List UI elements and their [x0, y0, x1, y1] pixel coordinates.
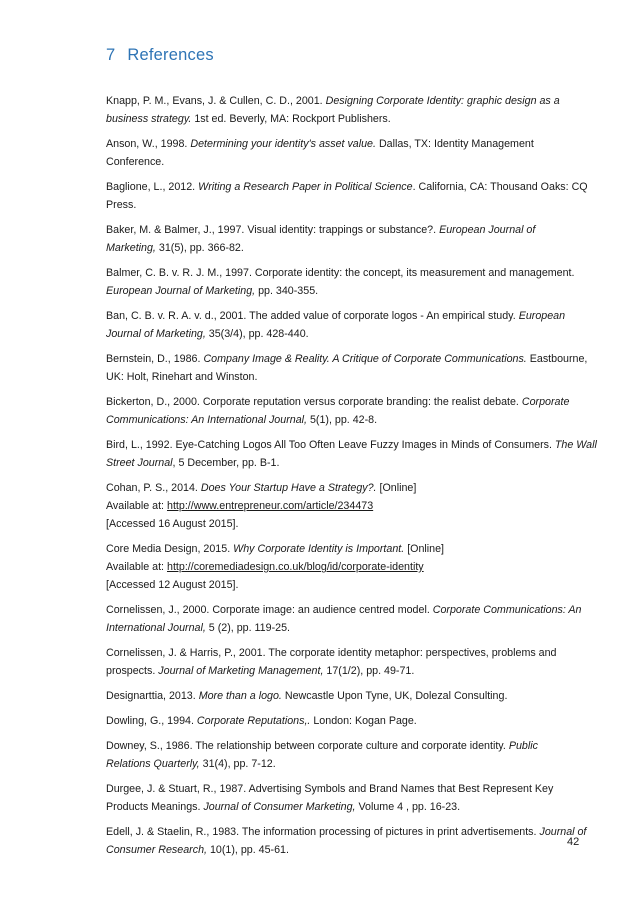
reference-italic-text: business strategy. — [106, 113, 192, 125]
reference-italic-text: Company Image & Reality. A Critique of Corporate Communications. — [203, 353, 527, 365]
reference-text: 5(1), pp. 42-8. — [307, 414, 378, 426]
reference-italic-text: Journal of Consumer Marketing, — [203, 801, 356, 813]
reference-line — [106, 780, 568, 798]
reference-text: Volume 4 , pp. 16-23. — [355, 801, 461, 813]
reference-italic-text: Consumer Research, — [106, 844, 207, 856]
reference-italic-text: Does Your Startup Have a Strategy?. — [200, 482, 377, 494]
reference-line — [106, 479, 568, 497]
reference-text: Dowling, G., 1994. — [106, 715, 197, 727]
references-list — [106, 92, 597, 866]
reference-entry — [106, 221, 568, 257]
reference-text: [Accessed 12 August 2015]. — [106, 579, 239, 591]
reference-italic-text: Communications: An International Journal, — [106, 414, 307, 426]
reference-line — [106, 307, 568, 325]
reference-text: [Online] — [376, 482, 417, 494]
section-title: References — [127, 46, 214, 64]
reference-line — [106, 755, 568, 773]
reference-entry — [106, 307, 568, 343]
reference-line — [106, 454, 568, 472]
reference-entry — [106, 712, 568, 730]
reference-italic-text: Street Journal — [106, 457, 173, 469]
reference-line — [106, 601, 582, 619]
reference-line — [106, 221, 568, 239]
reference-italic-text: Corporate — [521, 396, 570, 408]
reference-entry — [106, 264, 575, 300]
reference-url-link[interactable]: http://coremediadesign.co.uk/blog/id/corporate-identity — [167, 561, 424, 573]
reference-text: Bird, L., 1992. Eye-Catching Logos All Too Often Leave Fuzzy Images in Minds of Consumers. — [106, 439, 555, 451]
reference-entry — [106, 687, 568, 705]
reference-entry — [106, 644, 568, 680]
reference-entry — [106, 393, 568, 429]
reference-line — [106, 687, 568, 705]
reference-entry — [106, 737, 568, 773]
reference-italic-text: Journal of — [539, 826, 587, 838]
reference-text: Edell, J. & Staelin, R., 1983. The information processing of pictures in print advertisements. — [106, 826, 540, 838]
reference-text: Designarttia, 2013. — [106, 690, 199, 702]
reference-text: , 5 December, pp. B-1. — [172, 457, 280, 469]
reference-italic-text: European Journal of — [439, 224, 536, 236]
reference-line — [106, 823, 587, 841]
reference-line — [106, 576, 568, 594]
section-heading — [106, 46, 214, 65]
reference-line — [106, 558, 568, 576]
reference-entry — [106, 540, 568, 594]
reference-text: London: Kogan Page. — [310, 715, 417, 727]
reference-entry — [106, 780, 568, 816]
reference-text: Anson, W., 1998. — [106, 138, 191, 150]
reference-text: Ban, C. B. v. R. A. v. d., 2001. The added value of corporate logos - An empirical study. — [106, 310, 519, 322]
page-number: 42 — [567, 836, 580, 848]
reference-entry — [106, 436, 597, 472]
reference-line — [106, 841, 568, 859]
reference-line — [106, 515, 568, 533]
reference-text: Dallas, TX: Identity Management — [375, 138, 534, 150]
reference-line — [106, 153, 568, 171]
reference-line — [106, 662, 568, 680]
reference-text: Available at: — [106, 500, 167, 512]
reference-italic-text: International Journal, — [106, 622, 206, 634]
reference-line — [106, 110, 568, 128]
reference-italic-text: Writing a Research Paper in Political Science — [198, 181, 413, 193]
reference-entry — [106, 601, 582, 637]
reference-text: 31(5), pp. 366-82. — [155, 242, 244, 254]
reference-line — [106, 196, 568, 214]
reference-line — [106, 712, 568, 730]
reference-italic-text: European — [518, 310, 566, 322]
reference-line — [106, 393, 568, 411]
reference-url-link[interactable]: http://www.entrepreneur.com/article/234473 — [167, 500, 374, 512]
reference-text: Downey, S., 1986. The relationship between corporate culture and corporate identity. — [106, 740, 509, 752]
reference-italic-text: Journal of Marketing, — [106, 328, 206, 340]
reference-text: prospects. — [106, 665, 159, 677]
reference-italic-text: Why Corporate Identity is Important. — [233, 543, 405, 555]
reference-text: 31(4), pp. 7-12. — [199, 758, 276, 770]
reference-text: Balmer, C. B. v. R. J. M., 1997. Corporate identity: the concept, its measurement and management. — [106, 267, 575, 279]
reference-text: 5 (2), pp. 119-25. — [205, 622, 290, 634]
reference-italic-text: The Wall — [554, 439, 597, 451]
reference-line — [106, 350, 588, 368]
reference-text: Newcastle Upon Tyne, UK, Dolezal Consulting. — [281, 690, 508, 702]
reference-text: Knapp, P. M., Evans, J. & Cullen, C. D., 2001. — [106, 95, 326, 107]
reference-italic-text: Corporate Reputations,. — [196, 715, 311, 727]
reference-text: Available at: — [106, 561, 167, 573]
reference-text: 17(1/2), pp. 49-71. — [323, 665, 415, 677]
reference-italic-text: Determining your identity's asset value. — [190, 138, 376, 150]
reference-text: Durgee, J. & Stuart, R., 1987. Advertising Symbols and Brand Names that Best Represent Key — [106, 783, 554, 795]
reference-entry — [106, 92, 568, 128]
reference-italic-text: Journal of Marketing Management, — [158, 665, 324, 677]
reference-line — [106, 644, 568, 662]
reference-text: 1st ed. Beverly, MA: Rockport Publishers. — [191, 113, 391, 125]
reference-line — [106, 282, 568, 300]
reference-text: [Accessed 16 August 2015]. — [106, 518, 239, 530]
reference-text: Press. — [106, 199, 137, 211]
reference-text: Eastbourne, — [526, 353, 588, 365]
reference-line — [106, 264, 575, 282]
reference-italic-text: European Journal of Marketing, — [106, 285, 256, 297]
reference-entry — [106, 178, 588, 214]
reference-line — [106, 619, 568, 637]
reference-line — [106, 798, 568, 816]
reference-line — [106, 497, 568, 515]
reference-entry — [106, 479, 568, 533]
reference-line — [106, 737, 568, 755]
reference-italic-text: Public — [508, 740, 538, 752]
reference-italic-text: Corporate Communications: An — [432, 604, 582, 616]
reference-line — [106, 178, 588, 196]
reference-text: UK: Holt, Rinehart and Winston. — [106, 371, 258, 383]
reference-text: Conference. — [106, 156, 165, 168]
reference-text: Bickerton, D., 2000. Corporate reputation versus corporate branding: the realist debate. — [106, 396, 522, 408]
reference-italic-text: More than a logo. — [198, 690, 282, 702]
reference-text: Cornelissen, J., 2000. Corporate image: an audience centred model. — [106, 604, 433, 616]
reference-text: Products Meanings. — [106, 801, 204, 813]
section-number: 7 — [106, 46, 116, 64]
reference-italic-text: Marketing, — [106, 242, 156, 254]
reference-line — [106, 368, 568, 386]
reference-entry — [106, 350, 588, 386]
reference-line — [106, 540, 568, 558]
reference-line — [106, 411, 568, 429]
reference-text: . California, CA: Thousand Oaks: CQ — [412, 181, 588, 193]
reference-italic-text: Relations Quarterly, — [106, 758, 200, 770]
reference-text: Baker, M. & Balmer, J., 1997. Visual identity: trappings or substance?. — [106, 224, 440, 236]
reference-text: Baglione, L., 2012. — [106, 181, 199, 193]
reference-line — [106, 135, 568, 153]
reference-line — [106, 239, 568, 257]
reference-text: Cornelissen, J. & Harris, P., 2001. The corporate identity metaphor: perspectives, problems and — [106, 647, 557, 659]
reference-entry — [106, 135, 568, 171]
reference-text: Bernstein, D., 1986. — [106, 353, 204, 365]
reference-line — [106, 92, 568, 110]
reference-italic-text: Designing Corporate Identity: graphic design as a — [325, 95, 560, 107]
reference-text: 35(3/4), pp. 428-440. — [205, 328, 309, 340]
reference-text: 10(1), pp. 45-61. — [206, 844, 289, 856]
reference-line — [106, 325, 568, 343]
reference-text: Core Media Design, 2015. — [106, 543, 234, 555]
reference-text: [Online] — [404, 543, 445, 555]
reference-line — [106, 436, 597, 454]
reference-text: pp. 340-355. — [255, 285, 319, 297]
reference-text: Cohan, P. S., 2014. — [106, 482, 201, 494]
